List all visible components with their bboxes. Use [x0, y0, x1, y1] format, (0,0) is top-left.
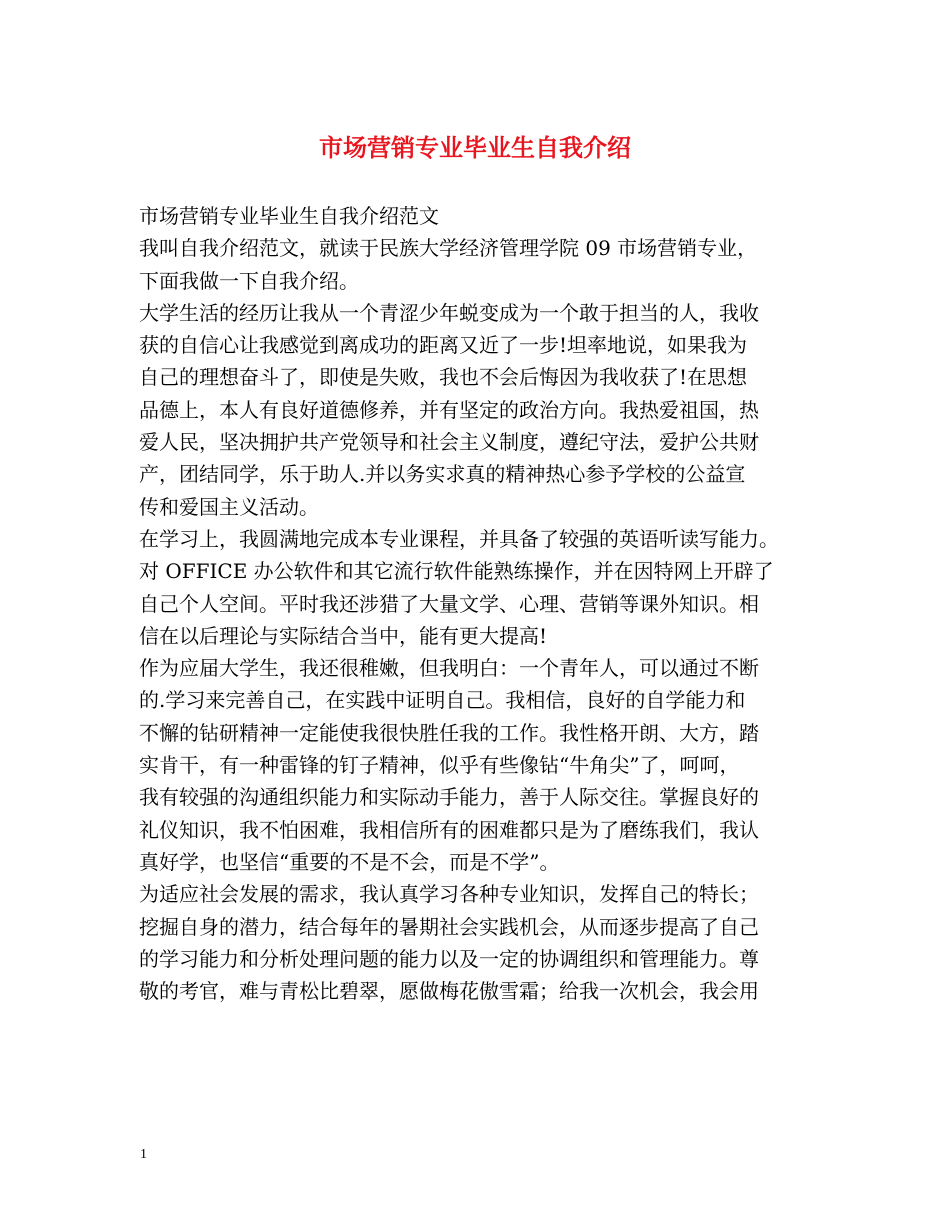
- body-line: 不懈的钻研精神一定能使我很快胜任我的工作。我性格开朗、大方，踏: [139, 720, 759, 745]
- body-line: 作为应届大学生，我还很稚嫩，但我明白：一个青年人，可以通过不断: [139, 656, 759, 681]
- body-line: 传和爱国主义活动。: [139, 494, 319, 519]
- document-title: 市场营销专业毕业生自我介绍: [319, 133, 631, 162]
- body-line: 品德上，本人有良好道德修养，并有坚定的政治方向。我热爱祖国，热: [139, 397, 759, 422]
- body-line: 在学习上，我圆满地完成本专业课程，并具备了较强的英语听读写能力。: [139, 526, 779, 551]
- page-number: 1: [140, 1147, 147, 1162]
- body-line: 市场营销专业毕业生自我介绍范文: [139, 204, 439, 228]
- body-line: 礼仪知识，我不怕困难，我相信所有的困难都只是为了磨练我们，我认: [139, 817, 759, 842]
- body-line: 为适应社会发展的需求，我认真学习各种专业知识，发挥自己的特长；: [139, 882, 759, 907]
- body-line: 的学习能力和分析处理问题的能力以及一定的协调组织和管理能力。尊: [139, 946, 759, 971]
- body-line: 的.学习来完善自己，在实践中证明自己。我相信，良好的自学能力和: [139, 688, 746, 713]
- body-line: 下面我做一下自我介绍。: [139, 268, 359, 293]
- body-line: 敬的考官，难与青松比碧翠，愿做梅花傲雪霜；给我一次机会，我会用: [139, 979, 759, 1004]
- body-line: 产，团结同学，乐于助人.并以务实求真的精神热心参予学校的公益宣: [139, 462, 746, 487]
- body-line: 自己的理想奋斗了，即使是失败，我也不会后悔因为我收获了!在思想: [139, 365, 748, 390]
- body-line: 真好学，也坚信“重要的不是不会，而是不学”。: [139, 849, 560, 874]
- body-line: 对 OFFICE 办公软件和其它流行软件能熟练操作，并在因特网上开辟了: [139, 559, 774, 584]
- body-line: 挖掘自身的潜力，结合每年的暑期社会实践机会，从而逐步提高了自己: [139, 914, 759, 939]
- body-line: 爱人民，坚决拥护共产党领导和社会主义制度，遵纪守法，爱护公共财: [139, 430, 759, 455]
- body-line: 大学生活的经历让我从一个青涩少年蜕变成为一个敢于担当的人，我收: [139, 300, 759, 325]
- body-line: 获的自信心让我感觉到离成功的距离又近了一步!坦率地说，如果我为: [139, 333, 748, 358]
- body-line: 我叫自我介绍范文，就读于民族大学经济管理学院 09 市场营销专业，: [139, 236, 758, 261]
- body-line: 信在以后理论与实际结合当中，能有更大提高!: [139, 623, 548, 648]
- body-line: 实肯干，有一种雷锋的钉子精神，似乎有些像钻“牛角尖”了，呵呵，: [139, 753, 740, 778]
- body-line: 我有较强的沟通组织能力和实际动手能力，善于人际交往。掌握良好的: [139, 785, 759, 810]
- body-line: 自己个人空间。平时我还涉猎了大量文学、心理、营销等课外知识。相: [139, 591, 759, 616]
- document-body: [139, 200, 839, 1007]
